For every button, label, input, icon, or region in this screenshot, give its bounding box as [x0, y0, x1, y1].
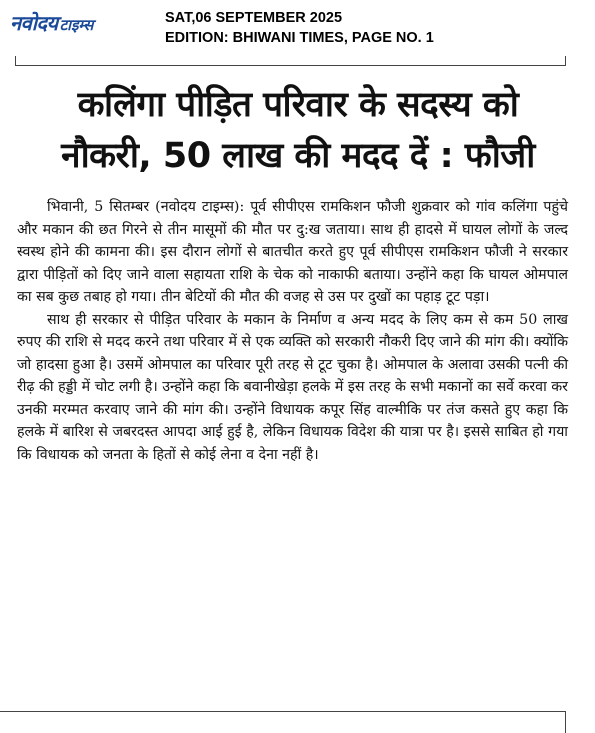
- bottom-border-frame: [0, 711, 566, 733]
- headline-line-2: नौकरी, 50 लाख की मदद दें : फौजी: [61, 136, 535, 176]
- logo-main-text: नवोदय: [10, 11, 58, 35]
- article-headline: [18, 80, 578, 182]
- top-border-frame: [15, 56, 566, 66]
- publication-date: SAT,06 SEPTEMBER 2025: [165, 10, 343, 26]
- newspaper-logo: [10, 6, 138, 40]
- logo-sub-text: टाइम्स: [59, 16, 94, 34]
- edition-info: [165, 8, 434, 48]
- article-paragraph-2: साथ ही सरकार से पीड़ित परिवार के मकान के निर्माण व अन्य मदद के लिए कम से कम 50 लाख रुपए की राशि से मदद करने तथा परिवार में से एक व्यक्ति को सरकारी नौकरी दिए जाने की मांग की। क्योंकि जो हादसा हुआ है। उसमें ओमपाल का परिवार पूरी तरह से टूट चुका है। ओमपाल के अलावा उसकी पत्नी की रीढ़ की हड्डी में चोट लगी है। उन्होंने कहा कि बवानीखेड़ा हलके में इस तरह के सभी मकानों का सर्वे करवा कर उनकी मरम्मत करवाए जाने की मांग की। उन्होंने विधायक कपूर सिंह वाल्मीकि पर तंज कसते हुए कहा कि हलके में बारिश से जबरदस्त आपदा आई हुई है, लेकिन विधायक विदेश की यात्रा पर है। इससे साबित हो गया कि विधायक को जनता के हितों से कोई लेना व देना नहीं है।: [17, 311, 568, 463]
- masthead: [0, 0, 595, 58]
- edition-page: EDITION: BHIWANI TIMES, PAGE NO. 1: [165, 30, 434, 46]
- headline-line-1: कलिंगा पीड़ित परिवार के सदस्य को: [77, 85, 519, 125]
- article-paragraph-1: भिवानी, 5 सितम्बर (नवोदय टाइम्स): पूर्व सीपीएस रामकिशन फौजी शुक्रवार को गांव कलिंगा पहुंचे और मकान की छत गिरने से तीन मासूमों की मौत पर दु:ख जताया। साथ ही हादसे में घायल लोगों के जल्द स्वस्थ होने की कामना की। इस दौरान लोगों से बातचीत करते हुए पूर्व सीपीएस रामकिशन फौजी ने सरकार द्वारा पीड़ितों को दिए जाने वाला सहायता राशि के चेक को नाकाफी बताया। उन्होंने कहा कि घायल ओमपाल का सब कुछ तबाह हो गया। तीन बेटियों की मौत की वजह से उस पर दुखों का पहाड़ टूट पड़ा।: [17, 199, 568, 305]
- article-body: [17, 196, 568, 466]
